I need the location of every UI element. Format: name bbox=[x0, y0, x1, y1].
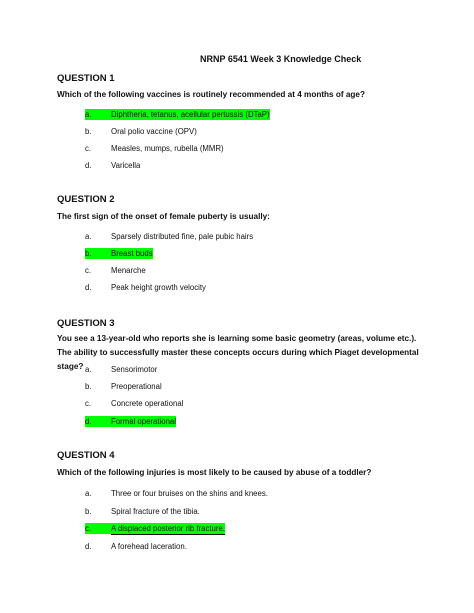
option-letter: d. bbox=[85, 542, 92, 551]
option-letter: a. bbox=[85, 110, 92, 119]
question-4-option-c bbox=[85, 523, 225, 534]
option-text: Formal operational bbox=[111, 417, 177, 426]
option-text: A forehead laceration. bbox=[111, 542, 187, 551]
question-4-option-d bbox=[85, 541, 187, 552]
option-text: Peak height growth velocity bbox=[111, 283, 206, 292]
option-letter: d. bbox=[85, 161, 92, 170]
question-3-option-b bbox=[85, 381, 162, 392]
question-2-text: The first sign of the onset of female puberty is usually: bbox=[57, 212, 270, 221]
option-text: Sparsely distributed fine, pale pubic hairs bbox=[111, 232, 254, 241]
option-letter: c. bbox=[85, 144, 92, 153]
option-letter: b. bbox=[85, 382, 92, 391]
option-letter: c. bbox=[85, 399, 92, 408]
question-4-option-a bbox=[85, 488, 268, 499]
option-text: Breast buds bbox=[111, 249, 153, 258]
question-2-heading: QUESTION 2 bbox=[57, 194, 115, 205]
question-1-option-d bbox=[85, 160, 140, 171]
question-2-option-b bbox=[85, 248, 153, 259]
question-2-option-a bbox=[85, 231, 253, 242]
option-text: Three or four bruises on the shins and knees. bbox=[111, 489, 268, 498]
question-2-option-d bbox=[85, 282, 206, 293]
option-letter: c. bbox=[85, 524, 92, 533]
question-1-heading: QUESTION 1 bbox=[57, 73, 115, 84]
option-text: Preoperational bbox=[111, 382, 162, 391]
option-letter: a. bbox=[85, 365, 92, 374]
option-letter: b. bbox=[85, 249, 92, 258]
option-text: Spiral fracture of the tibia. bbox=[111, 507, 200, 516]
question-3-option-d bbox=[85, 416, 176, 427]
question-1-option-c bbox=[85, 143, 224, 154]
question-1-option-b bbox=[85, 126, 197, 137]
option-text: Measles, mumps, rubella (MMR) bbox=[111, 144, 224, 153]
option-text: Diphtheria, tetanus, acellular pertussis (DTaP) bbox=[111, 110, 270, 119]
option-text: Sensorimotor bbox=[111, 365, 158, 374]
option-text: Concrete operational bbox=[111, 399, 184, 408]
option-letter: b. bbox=[85, 127, 92, 136]
option-letter: d. bbox=[85, 417, 92, 426]
option-letter: c. bbox=[85, 266, 92, 275]
question-4-text: Which of the following injuries is most likely to be caused by abuse of a toddler? bbox=[57, 468, 372, 477]
option-text: Oral polio vaccine (OPV) bbox=[111, 127, 197, 136]
question-1-option-a bbox=[85, 109, 270, 120]
question-4-option-b bbox=[85, 506, 200, 517]
option-letter: d. bbox=[85, 283, 92, 292]
option-text: Menarche bbox=[111, 266, 146, 275]
question-3-option-c bbox=[85, 398, 183, 409]
question-3-text: You see a 13-year-old who reports she is learning some basic geometry (areas, volume etc.). The ability to successfully master these concepts occurs during which Piaget developmental stage? bbox=[57, 334, 419, 371]
question-4-heading: QUESTION 4 bbox=[57, 450, 115, 461]
option-text: A displaced posterior rib fracture. bbox=[111, 524, 225, 533]
option-text: Varicella bbox=[111, 161, 141, 170]
question-3-option-a bbox=[85, 364, 157, 375]
option-letter: a. bbox=[85, 489, 92, 498]
question-2-option-c bbox=[85, 265, 146, 276]
document-title: NRNP 6541 Week 3 Knowledge Check bbox=[200, 54, 362, 64]
option-letter: a. bbox=[85, 232, 92, 241]
question-3-heading: QUESTION 3 bbox=[57, 318, 115, 329]
question-1-text: Which of the following vaccines is routinely recommended at 4 months of age? bbox=[57, 90, 365, 99]
option-letter: b. bbox=[85, 507, 92, 516]
